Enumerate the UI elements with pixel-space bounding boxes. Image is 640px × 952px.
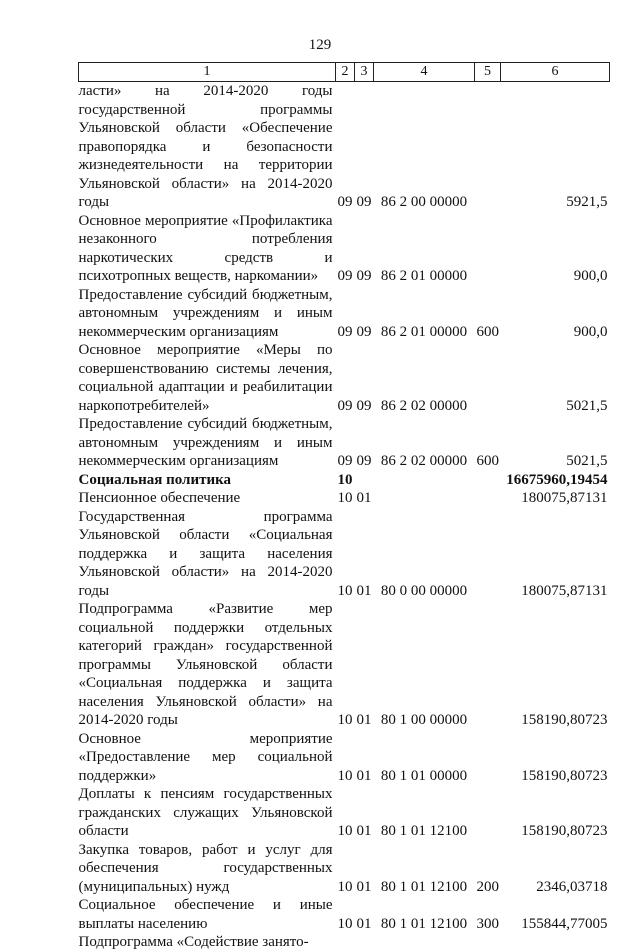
header-col-4: 4 <box>374 63 475 82</box>
row-expense-type: 600 <box>476 323 499 340</box>
row-amount: 158190,80723 <box>521 823 608 839</box>
row-amount <box>501 933 610 952</box>
row-amount: 900,0 <box>573 268 608 284</box>
row-amount: 5921,5 <box>566 194 608 210</box>
table-row <box>79 841 610 897</box>
header-col-3: 3 <box>355 63 374 82</box>
row-target-article: 80 1 00 00000 <box>380 712 468 728</box>
row-expense-type <box>475 600 501 730</box>
row-subsection: 01 <box>356 582 372 599</box>
row-expense-type: 200 <box>476 878 499 895</box>
row-amount: 16675960,19454 <box>506 471 608 488</box>
header-col-1: 1 <box>79 63 336 82</box>
row-name: Предоставление субсидий бюджетным, автономным учреждениям и иным некоммерческим организациям <box>78 416 333 469</box>
row-section: 09 <box>337 323 353 340</box>
row-name: Подпрограмма «Содействие занято- <box>78 934 309 950</box>
table-body <box>79 82 610 952</box>
row-target-article: 86 2 02 00000 <box>380 453 468 469</box>
row-expense-type <box>475 82 501 212</box>
row-section: 10 <box>337 915 353 932</box>
row-expense-type: 600 <box>476 453 499 469</box>
row-section: 09 <box>337 268 353 284</box>
row-section: 10 <box>337 823 353 839</box>
page-number: 129 <box>308 37 332 53</box>
row-subsection: 09 <box>356 268 372 284</box>
row-section: 10 <box>337 490 353 506</box>
row-amount: 2346,03718 <box>536 878 608 895</box>
row-section: 10 <box>337 471 353 488</box>
row-section: 10 <box>337 767 353 784</box>
row-section: 09 <box>337 194 353 210</box>
row-subsection: 01 <box>356 490 372 506</box>
row-expense-type <box>475 212 501 286</box>
row-subsection: 01 <box>356 878 372 895</box>
row-section: 10 <box>337 712 353 728</box>
row-amount: 180075,87131 <box>521 490 608 506</box>
row-name: Подпрограмма «Развитие мер социальной поддержки отдельных категорий граждан» государственной программы Ульяновской области «Социальная поддержка и защита населения Ульяновской области» на 2014-2020 годы <box>78 601 333 728</box>
row-expense-type <box>475 489 501 508</box>
table-row <box>79 896 610 933</box>
row-subsection: 09 <box>356 323 372 340</box>
row-target-article: 86 2 01 00000 <box>380 268 468 284</box>
row-target-article <box>374 489 475 508</box>
header-col-5: 5 <box>475 63 501 82</box>
table-row <box>79 82 610 212</box>
header-col-6: 6 <box>501 63 610 82</box>
row-target-article: 80 1 01 00000 <box>380 767 468 784</box>
row-expense-type <box>475 471 501 490</box>
row-target-article <box>374 471 475 490</box>
row-expense-type <box>475 933 501 952</box>
row-target-article: 80 0 00 00000 <box>380 582 468 599</box>
row-target-article: 80 1 01 12100 <box>380 878 468 895</box>
row-amount: 5021,5 <box>566 397 608 414</box>
row-subsection: 09 <box>356 194 372 210</box>
row-subsection: 01 <box>356 823 372 839</box>
row-section: 10 <box>337 582 353 599</box>
row-target-article: 80 1 01 12100 <box>380 823 468 839</box>
table-header-row <box>79 63 610 82</box>
table-row <box>79 600 610 730</box>
row-target-article: 86 2 00 00000 <box>380 194 468 210</box>
table-row <box>79 471 610 490</box>
row-section <box>336 933 355 952</box>
row-subsection: 01 <box>356 767 372 784</box>
table-row <box>79 341 610 415</box>
row-target-article: 86 2 02 00000 <box>380 397 468 414</box>
row-name: Основное мероприятие «Предоставление мер социальной поддержки» <box>78 730 333 784</box>
row-amount: 5021,5 <box>566 453 608 469</box>
row-name: ласти» на 2014-2020 годы государственной программы Ульяновской области «Обеспечение правопорядка и безопасности жизнедеятельности на территории Ульяновской области» на 2014-2020 годы <box>78 83 333 210</box>
row-amount: 900,0 <box>573 323 608 340</box>
row-subsection <box>355 471 374 490</box>
row-name: Закупка товаров, работ и услуг для обеспечения государственных (муниципальных) нужд <box>78 841 333 895</box>
table-row <box>79 933 610 952</box>
row-target-article: 80 1 01 12100 <box>380 915 468 932</box>
row-expense-type <box>475 508 501 601</box>
row-name: Пенсионное обеспечение <box>78 490 241 506</box>
row-amount: 158190,80723 <box>521 712 608 728</box>
row-subsection: 01 <box>356 712 372 728</box>
row-amount: 155844,77005 <box>521 915 608 932</box>
table-row <box>79 212 610 286</box>
row-expense-type: 300 <box>476 915 499 932</box>
row-amount: 180075,87131 <box>521 582 608 599</box>
row-subsection <box>355 933 374 952</box>
row-expense-type <box>475 341 501 415</box>
row-expense-type <box>475 730 501 786</box>
budget-table <box>78 62 610 952</box>
row-name: Социальная политика <box>78 471 232 488</box>
row-target-article <box>374 933 475 952</box>
table-row <box>79 785 610 841</box>
row-name: Предоставление субсидий бюджетным, автономным учреждениям и иным некоммерческим организациям <box>78 286 333 340</box>
table-row <box>79 730 610 786</box>
row-name: Основное мероприятие «Меры по совершенствованию системы лечения, социальной адаптации и реабилитации наркопотребителей» <box>78 342 333 414</box>
table-row <box>79 286 610 342</box>
row-name: Социальное обеспечение и иные выплаты населению <box>78 897 333 932</box>
row-subsection: 01 <box>356 915 372 932</box>
table-row <box>79 415 610 471</box>
header-col-2: 2 <box>336 63 355 82</box>
row-section: 09 <box>337 453 353 469</box>
row-section: 09 <box>337 397 353 414</box>
row-amount: 158190,80723 <box>521 767 608 784</box>
table-row <box>79 489 610 508</box>
row-name: Государственная программа Ульяновской области «Социальная поддержка и защита населения Ульяновской области» на 2014-2020 годы <box>78 508 333 599</box>
row-subsection: 09 <box>356 397 372 414</box>
row-name: Доплаты к пенсиям государственных гражданских служащих Ульяновской области <box>78 786 333 839</box>
row-name: Основное мероприятие «Профилактика незаконного потребления наркотических средств и психотропных веществ, наркомании» <box>78 212 333 284</box>
row-subsection: 09 <box>356 453 372 469</box>
row-section: 10 <box>337 878 353 895</box>
row-target-article: 86 2 01 00000 <box>380 323 468 340</box>
table-row <box>79 508 610 601</box>
row-expense-type <box>475 785 501 841</box>
